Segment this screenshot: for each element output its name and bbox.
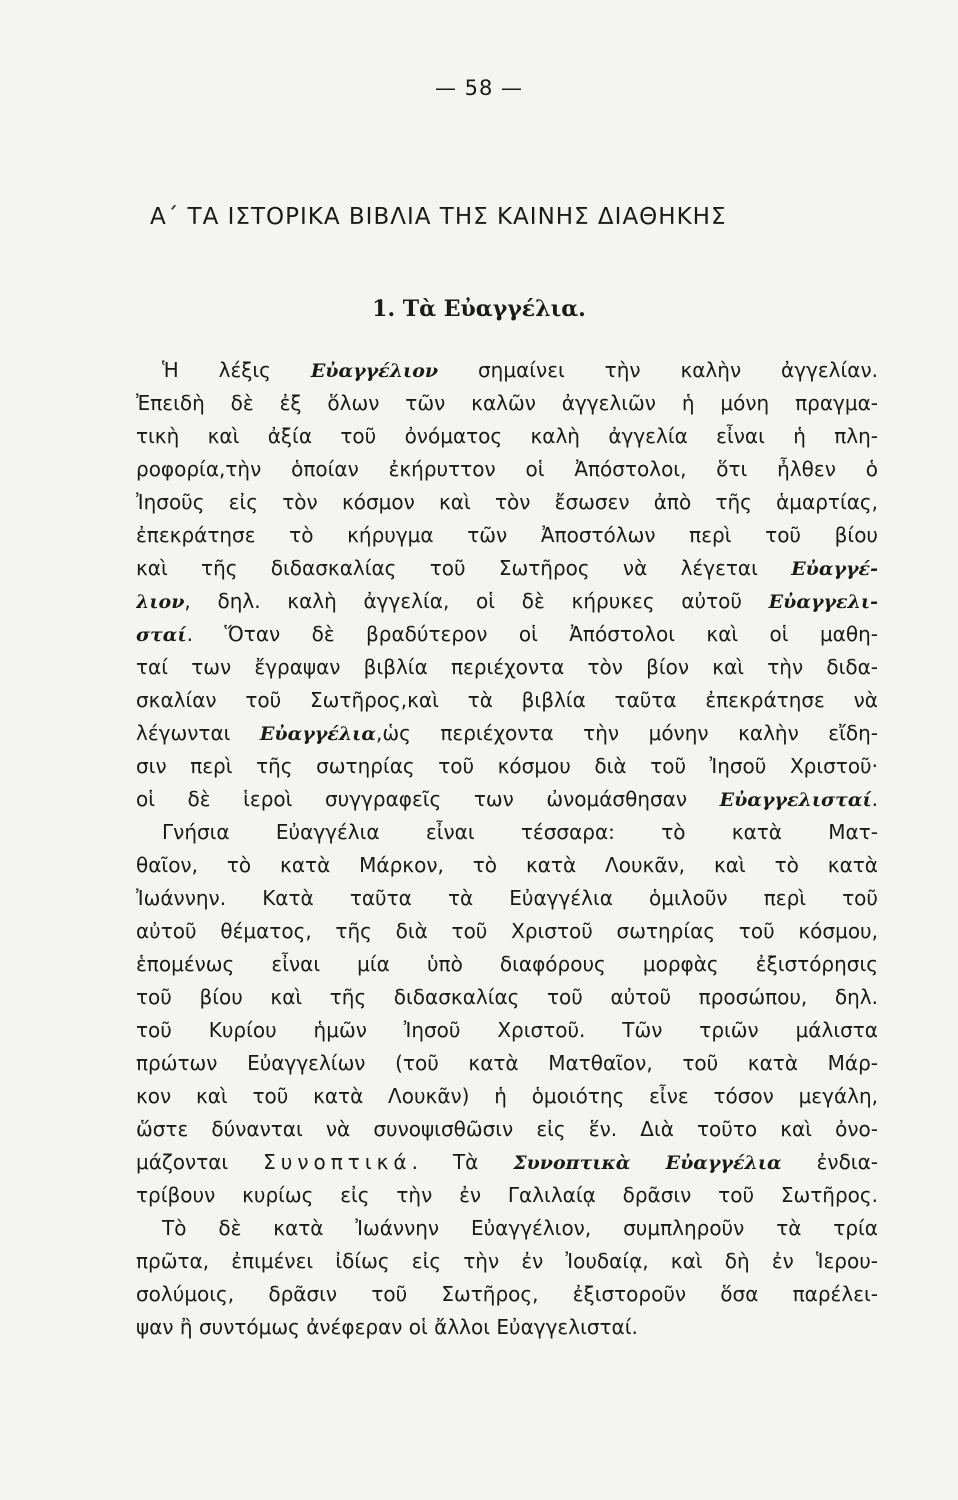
text-line: αὐτοῦ θέματος, τῆς διὰ τοῦ Χριστοῦ σωτηρίας τοῦ κόσμου, bbox=[136, 919, 878, 943]
text-line: ἑπομένως εἶναι μία ὑπὸ διαφόρους μορφὰς ἐξιστόρησις bbox=[136, 952, 878, 976]
italic-term: σταί bbox=[136, 624, 187, 646]
text-line: τικὴ καὶ ἀξία τοῦ ὀνόματος καλὴ ἀγγελία εἶναι ἡ πλη- bbox=[136, 424, 878, 448]
page-number: — 58 — bbox=[434, 76, 524, 100]
text-line: ψαν ἢ συντόμως ἀνέφεραν οἱ ἄλλοι Εὐαγγελισταί. bbox=[136, 1315, 638, 1339]
italic-term: Συνοπτικὰ Εὐαγγέλια bbox=[513, 1152, 782, 1174]
text-line: πρώτων Εὐαγγελίων (τοῦ κατὰ Ματθαῖον, τοῦ κατὰ Μάρ- bbox=[136, 1051, 878, 1075]
text-line: πρῶτα, ἐπιμένει ἰδίως εἰς τὴν ἐν Ἰουδαίᾳ, καὶ δὴ ἐν Ἱερου- bbox=[136, 1249, 878, 1273]
chapter-title: 1. Τὰ Εὐαγγέλια. bbox=[372, 296, 586, 322]
text-line: ταί των ἔγραψαν βιβλία περιέχοντα τὸν βίον καὶ τὴν διδα- bbox=[136, 655, 878, 679]
italic-term: λιον bbox=[136, 591, 185, 613]
text-line: μάζονται Συνοπτικά. Τὰ Συνοπτικὰ Εὐαγγέλια ἐνδια- bbox=[136, 1150, 878, 1174]
text-line: κον καὶ τοῦ κατὰ Λουκᾶν) ἡ ὁμοιότης εἶνε τόσον μεγάλη, bbox=[136, 1084, 878, 1108]
spaced-term: Συνοπτικά bbox=[263, 1150, 412, 1174]
body-text bbox=[136, 354, 878, 1344]
text-line: θαῖον, τὸ κατὰ Μάρκον, τὸ κατὰ Λουκᾶν, καὶ τὸ κατὰ bbox=[136, 853, 878, 877]
italic-term: Εὐαγγέ- bbox=[791, 558, 878, 580]
text-line: καὶ τῆς διδασκαλίας τοῦ Σωτῆρος νὰ λέγεται Εὐαγγέ- bbox=[136, 556, 878, 580]
text-line: Ἰωάννην. Κατὰ ταῦτα τὰ Εὐαγγέλια ὁμιλοῦν περὶ τοῦ bbox=[136, 886, 878, 910]
italic-term: Εὐαγγέλια bbox=[259, 723, 376, 745]
text-line: τοῦ Κυρίου ἡμῶν Ἰησοῦ Χριστοῦ. Τῶν τριῶν μάλιστα bbox=[136, 1018, 878, 1042]
section-heading: Α΄ ΤΑ ΙΣΤΟΡΙΚΑ ΒΙΒΛΙΑ ΤΗΣ ΚΑΙΝΗΣ ΔΙΑΘΗΚΗΣ bbox=[150, 204, 727, 230]
text-line: Ἡ λέξις Εὐαγγέλιον σημαίνει τὴν καλὴν ἀγγελίαν. bbox=[162, 358, 878, 382]
text-line: Τὸ δὲ κατὰ Ἰωάννην Εὐαγγέλιον, συμπληροῦν τὰ τρία bbox=[162, 1216, 878, 1240]
text-line: τοῦ βίου καὶ τῆς διδασκαλίας τοῦ αὐτοῦ προσώπου, δηλ. bbox=[136, 985, 878, 1009]
text-line: ὥστε δύνανται νὰ συνοψισθῶσιν εἰς ἕν. Διὰ τοῦτο καὶ ὀνο- bbox=[136, 1117, 878, 1141]
text-line: σταί. Ὅταν δὲ βραδύτερον οἱ Ἀπόστολοι καὶ οἱ μαθη- bbox=[136, 622, 878, 646]
text-line: Ἰησοῦς εἰς τὸν κόσμον καὶ τὸν ἔσωσεν ἀπὸ τῆς ἁμαρτίας, bbox=[136, 490, 878, 514]
text-line: σκαλίαν τοῦ Σωτῆρος,καὶ τὰ βιβλία ταῦτα ἐπεκράτησε νὰ bbox=[136, 688, 878, 712]
text-line: λέγωνται Εὐαγγέλια,ὡς περιέχοντα τὴν μόνην καλὴν εἴδη- bbox=[136, 721, 878, 745]
text-line: λιον, δηλ. καλὴ ἀγγελία, οἱ δὲ κήρυκες αὐτοῦ Εὐαγγελι- bbox=[136, 589, 878, 613]
text-line: ἐπεκράτησε τὸ κήρυγμα τῶν Ἀποστόλων περὶ τοῦ βίου bbox=[136, 523, 878, 547]
text-line: τρίβουν κυρίως εἰς τὴν ἐν Γαλιλαίᾳ δρᾶσιν τοῦ Σωτῆρος. bbox=[136, 1183, 878, 1207]
text-line: οἱ δὲ ἱεροὶ συγγραφεῖς των ὠνομάσθησαν Εὐαγγελισταί. bbox=[136, 787, 878, 811]
text-line: σολύμοις, δρᾶσιν τοῦ Σωτῆρος, ἐξιστοροῦν ὅσα παρέλει- bbox=[136, 1282, 878, 1306]
text-line: ροφορία,τὴν ὁποίαν ἐκήρυττον οἱ Ἀπόστολοι, ὅτι ἦλθεν ὁ bbox=[136, 457, 878, 481]
text-line: Ἐπειδὴ δὲ ἐξ ὅλων τῶν καλῶν ἀγγελιῶν ἡ μόνη πραγμα- bbox=[136, 391, 878, 415]
text-line: Γνήσια Εὐαγγέλια εἶναι τέσσαρα: τὸ κατὰ Ματ- bbox=[162, 820, 878, 844]
italic-term: Εὐαγγέλιον bbox=[310, 360, 439, 382]
italic-term: Εὐαγγελισταί bbox=[719, 789, 872, 811]
italic-term: Εὐαγγελι- bbox=[768, 591, 878, 613]
text-line: σιν περὶ τῆς σωτηρίας τοῦ κόσμου διὰ τοῦ Ἰησοῦ Χριστοῦ· bbox=[136, 754, 878, 778]
